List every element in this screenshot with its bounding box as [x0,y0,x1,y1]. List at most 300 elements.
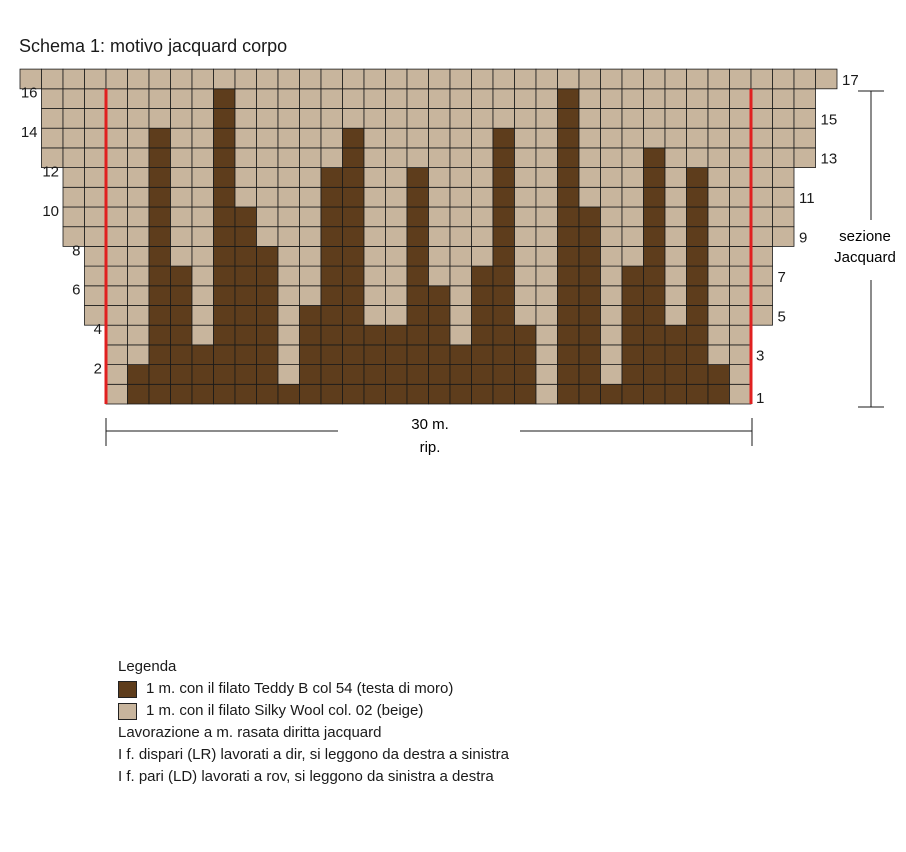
light-stitch-cell [751,168,773,188]
dark-stitch-cell [257,345,279,365]
dark-stitch-cell [558,109,580,129]
light-stitch-cell [622,148,644,168]
dark-stitch-cell [343,148,365,168]
light-stitch-cell [773,69,795,89]
light-stitch-cell [515,109,537,129]
light-stitch-cell [171,109,193,129]
dark-stitch-cell [149,187,171,207]
light-stitch-cell [343,69,365,89]
light-stitch-cell [42,89,64,109]
light-stitch-cell [192,207,214,227]
light-stitch-cell [171,227,193,247]
light-stitch-cell [171,246,193,266]
light-stitch-cell [708,246,730,266]
light-stitch-cell [601,266,623,286]
light-stitch-cell [407,128,429,148]
dark-stitch-cell [579,306,601,326]
dark-stitch-cell [386,345,408,365]
light-stitch-cell [278,109,300,129]
dark-stitch-cell [257,306,279,326]
light-stitch-cell [171,148,193,168]
dark-stitch-cell [235,365,257,385]
dark-stitch-cell [558,227,580,247]
dark-stitch-cell [472,325,494,345]
light-stitch-cell [386,246,408,266]
light-stitch-cell [622,246,644,266]
light-stitch-cell [730,266,752,286]
light-stitch-cell [450,306,472,326]
light-stitch-cell [536,227,558,247]
dark-stitch-cell [644,345,666,365]
legend [118,656,509,788]
dark-stitch-cell [343,168,365,188]
light-stitch-cell [407,148,429,168]
dark-stitch-cell [321,345,343,365]
dark-stitch-cell [214,128,236,148]
dark-stitch-cell [622,384,644,404]
dark-stitch-cell [579,227,601,247]
light-stitch-cell [257,148,279,168]
light-stitch-cell [601,168,623,188]
dark-stitch-cell [321,168,343,188]
dark-stitch-cell [149,384,171,404]
light-stitch-cell [386,89,408,109]
dark-stitch-cell [665,365,687,385]
light-stitch-cell [450,187,472,207]
light-stitch-cell [515,128,537,148]
light-stitch-cell [450,168,472,188]
chart-cells [20,69,837,404]
light-stitch-cell [515,246,537,266]
light-stitch-cell [278,148,300,168]
dark-stitch-cell [321,286,343,306]
light-stitch-cell [536,168,558,188]
light-stitch-cell [601,306,623,326]
dark-stitch-cell [321,325,343,345]
light-stitch-cell [536,306,558,326]
dark-stitch-cell [257,286,279,306]
light-stitch-cell [708,148,730,168]
dark-stitch-cell [407,246,429,266]
dark-stitch-cell [493,365,515,385]
dark-stitch-cell [321,266,343,286]
dark-stitch-cell [321,246,343,266]
light-stitch-cell [515,227,537,247]
light-stitch-cell [579,168,601,188]
light-stitch-cell [106,69,128,89]
light-stitch-cell [601,109,623,129]
light-stitch-cell [687,148,709,168]
light-stitch-cell [493,109,515,129]
light-stitch-cell [558,69,580,89]
dark-stitch-cell [214,365,236,385]
light-stitch-cell [343,89,365,109]
dark-stitch-cell [493,187,515,207]
dark-stitch-cell [558,325,580,345]
light-stitch-cell [472,89,494,109]
light-stitch-cell [472,207,494,227]
light-stitch-cell [300,89,322,109]
light-stitch-cell [192,69,214,89]
light-stitch-cell [235,187,257,207]
light-stitch-cell [708,168,730,188]
dark-stitch-cell [257,266,279,286]
light-stitch-cell [665,227,687,247]
dark-stitch-cell [214,345,236,365]
light-stitch-cell [386,227,408,247]
light-stitch-cell [278,168,300,188]
light-stitch-cell [751,69,773,89]
bracket-label-line1: sezione [839,228,891,245]
dark-stitch-cell [214,109,236,129]
legend-dark-label: 1 m. con il filato Teddy B col 54 (testa di moro) [146,680,454,697]
light-stitch-cell [708,266,730,286]
dark-stitch-cell [343,325,365,345]
light-stitch-cell [407,109,429,129]
light-stitch-cell [751,266,773,286]
dark-stitch-cell [493,384,515,404]
light-stitch-cell [730,345,752,365]
dark-stitch-cell [214,227,236,247]
light-stitch-cell [579,148,601,168]
light-stitch-cell [579,89,601,109]
dark-stitch-cell [214,306,236,326]
light-stitch-cell [665,109,687,129]
light-stitch-cell [85,266,107,286]
light-stitch-cell [128,227,150,247]
dark-stitch-cell [429,325,451,345]
light-stitch-cell [751,128,773,148]
light-stitch-cell [579,109,601,129]
light-stitch-cell [450,128,472,148]
light-stitch-cell [730,128,752,148]
dark-stitch-cell [386,384,408,404]
light-stitch-cell [687,128,709,148]
dark-stitch-cell [343,187,365,207]
row-label-9: 9 [799,229,808,247]
light-stitch-cell [364,306,386,326]
light-stitch-cell [235,128,257,148]
light-stitch-cell [429,109,451,129]
light-stitch-cell [128,325,150,345]
light-stitch-cell [364,286,386,306]
dark-stitch-cell [472,266,494,286]
light-stitch-cell [536,384,558,404]
light-stitch-cell [601,246,623,266]
light-stitch-cell [386,187,408,207]
dark-stitch-cell [644,227,666,247]
light-stitch-cell [321,69,343,89]
light-stitch-cell [751,148,773,168]
dark-stitch-cell [708,384,730,404]
dark-stitch-cell [687,365,709,385]
dark-stitch-cell [558,266,580,286]
row-label-15: 15 [820,111,838,129]
dark-stitch-cell [407,345,429,365]
light-stitch-cell [708,345,730,365]
dark-stitch-cell [364,384,386,404]
legend-heading: Legenda [118,658,177,675]
light-stitch-cell [708,325,730,345]
dark-stitch-cell [214,286,236,306]
dark-stitch-cell [343,266,365,286]
light-stitch-cell [257,168,279,188]
dark-stitch-cell [386,365,408,385]
light-stitch-cell [708,286,730,306]
light-stitch-cell [751,109,773,129]
dark-stitch-cell [472,365,494,385]
light-stitch-cell [128,286,150,306]
light-stitch-cell [85,227,107,247]
light-stitch-cell [85,207,107,227]
dark-stitch-cell [300,365,322,385]
legend-odd-rows: I f. dispari (LR) lavorati a dir, si leggono da destra a sinistra [118,746,510,763]
dark-stitch-cell [644,384,666,404]
light-stitch-cell [106,207,128,227]
light-stitch-cell [687,109,709,129]
light-stitch-cell [235,148,257,168]
dark-stitch-cell [687,207,709,227]
light-stitch-cell [665,266,687,286]
light-stitch-cell [278,89,300,109]
light-stitch-cell [407,69,429,89]
legend-dark-row [118,678,509,700]
light-stitch-cell [708,207,730,227]
dark-stitch-cell [149,365,171,385]
dark-stitch-cell [558,365,580,385]
dark-stitch-cell [493,148,515,168]
light-stitch-cell [601,89,623,109]
light-stitch-cell [794,89,816,109]
light-stitch-cell [106,148,128,168]
light-stitch-cell [751,227,773,247]
light-stitch-cell [708,89,730,109]
light-stitch-cell [364,69,386,89]
legend-light-label: 1 m. con il filato Silky Wool col. 02 (beige) [146,702,424,719]
dark-stitch-cell [171,365,193,385]
dark-stitch-cell [321,207,343,227]
light-stitch-cell [450,227,472,247]
dark-stitch-cell [644,266,666,286]
light-stitch-cell [536,89,558,109]
light-stitch-cell [579,69,601,89]
light-stitch-cell [773,207,795,227]
dark-stitch-cell [472,286,494,306]
light-stitch-cell [321,89,343,109]
light-stitch-cell [665,246,687,266]
dark-stitch-cell [644,365,666,385]
light-stitch-cell [192,128,214,148]
light-stitch-cell [63,187,85,207]
dark-stitch-cell [343,227,365,247]
light-stitch-cell [708,69,730,89]
light-stitch-cell [536,109,558,129]
light-stitch-cell [730,246,752,266]
light-stitch-cell [300,246,322,266]
dark-stitch-cell [579,365,601,385]
light-stitch-cell [42,69,64,89]
light-stitch-cell [536,69,558,89]
light-stitch-cell [730,109,752,129]
light-stitch-cell [278,128,300,148]
dark-stitch-cell [558,384,580,404]
dark-stitch-cell [300,384,322,404]
light-stitch-cell [472,69,494,89]
light-stitch-cell [536,128,558,148]
dark-stitch-cell [644,187,666,207]
light-stitch-cell [730,306,752,326]
light-stitch-cell [665,168,687,188]
light-stitch-cell [601,187,623,207]
light-stitch-cell [536,246,558,266]
light-stitch-cell [708,227,730,247]
dark-stitch-cell [472,384,494,404]
row-label-3: 3 [756,347,765,365]
dark-stitch-cell [493,325,515,345]
light-stitch-cell [106,384,128,404]
light-stitch-cell [730,89,752,109]
light-stitch-cell [665,128,687,148]
light-stitch-cell [515,207,537,227]
light-stitch-cell [128,168,150,188]
light-stitch-cell [450,109,472,129]
light-stitch-cell [429,148,451,168]
dark-stitch-cell [601,384,623,404]
light-stitch-cell [536,148,558,168]
dark-stitch-cell [687,266,709,286]
legend-even-rows: I f. pari (LD) lavorati a rov, si leggono da sinistra a destra [118,768,494,785]
light-stitch-cell [601,207,623,227]
light-stitch-cell [601,69,623,89]
light-stitch-cell [85,168,107,188]
light-stitch-cell [515,89,537,109]
dark-stitch-cell [171,325,193,345]
dark-stitch-cell [343,128,365,148]
light-stitch-cell [450,89,472,109]
light-stitch-cell [278,325,300,345]
dark-stitch-cell [558,246,580,266]
light-stitch-cell [149,69,171,89]
dark-stitch-cell [665,345,687,365]
dark-stitch-cell [558,306,580,326]
row-label-11: 11 [799,190,815,208]
dark-stitch-cell [214,325,236,345]
light-stitch-cell [63,207,85,227]
dark-stitch-cell [558,128,580,148]
light-stitch-cell [214,69,236,89]
light-stitch-cell [106,128,128,148]
light-stitch-cell [171,89,193,109]
light-stitch-cell [730,148,752,168]
dark-stitch-cell [214,266,236,286]
light-stitch-cell [85,128,107,148]
light-stitch-cell [257,227,279,247]
dark-stitch-cell [579,345,601,365]
dark-stitch-cell [171,345,193,365]
light-stitch-cell [730,227,752,247]
dark-stitch-cell [321,365,343,385]
light-stitch-cell [601,227,623,247]
light-stitch-cell [665,286,687,306]
legend-technique: Lavorazione a m. rasata diritta jacquard [118,724,382,741]
light-stitch-cell [665,306,687,326]
light-stitch-cell [515,306,537,326]
dark-stitch-cell [343,365,365,385]
light-stitch-cell [235,69,257,89]
light-stitch-cell [665,89,687,109]
dark-stitch-cell [235,227,257,247]
light-stitch-cell [192,227,214,247]
repeat-label-line1: 30 m. [411,416,449,433]
light-stitch-cell [730,384,752,404]
light-stitch-cell [730,69,752,89]
light-stitch-cell [386,109,408,129]
legend-light-row [118,700,509,722]
light-stitch-cell [364,227,386,247]
light-stitch-cell [192,306,214,326]
dark-stitch-cell [687,168,709,188]
light-stitch-cell [622,69,644,89]
light-stitch-cell [128,128,150,148]
light-stitch-cell [364,168,386,188]
dark-stitch-cell [214,148,236,168]
light-stitch-cell [364,109,386,129]
light-stitch-cell [278,207,300,227]
light-stitch-cell [665,148,687,168]
dark-stitch-cell [493,227,515,247]
light-stitch-cell [364,207,386,227]
light-stitch-cell [429,266,451,286]
dark-stitch-cell [257,384,279,404]
dark-stitch-cell [407,207,429,227]
dark-stitch-cell [450,365,472,385]
light-stitch-cell [149,109,171,129]
light-stitch-cell [235,109,257,129]
dark-stitch-cell [149,227,171,247]
dark-stitch-cell [235,384,257,404]
light-stitch-cell [278,187,300,207]
light-stitch-cell [601,148,623,168]
light-stitch-cell [192,246,214,266]
dark-stitch-cell [149,345,171,365]
dark-stitch-cell [300,306,322,326]
dark-stitch-cell [192,384,214,404]
light-stitch-cell [128,246,150,266]
light-stitch-cell [450,246,472,266]
light-stitch-cell [515,148,537,168]
light-stitch-cell [429,69,451,89]
light-stitch-cell [687,69,709,89]
dark-stitch-cell [364,325,386,345]
dark-stitch-cell [429,286,451,306]
light-stitch-cell [730,365,752,385]
light-stitch-cell [407,89,429,109]
dark-stitch-cell [343,345,365,365]
light-stitch-cell [63,89,85,109]
light-stitch-cell [665,207,687,227]
dark-stitch-cell [128,384,150,404]
dark-stitch-cell [407,168,429,188]
light-stitch-cell [106,365,128,385]
light-stitch-cell [472,148,494,168]
light-stitch-cell [751,89,773,109]
dark-stitch-cell [558,89,580,109]
light-stitch-cell [472,246,494,266]
light-stitch-cell [106,168,128,188]
dark-stitch-cell [558,207,580,227]
light-stitch-cell [794,69,816,89]
row-label-8: 8 [72,242,81,260]
